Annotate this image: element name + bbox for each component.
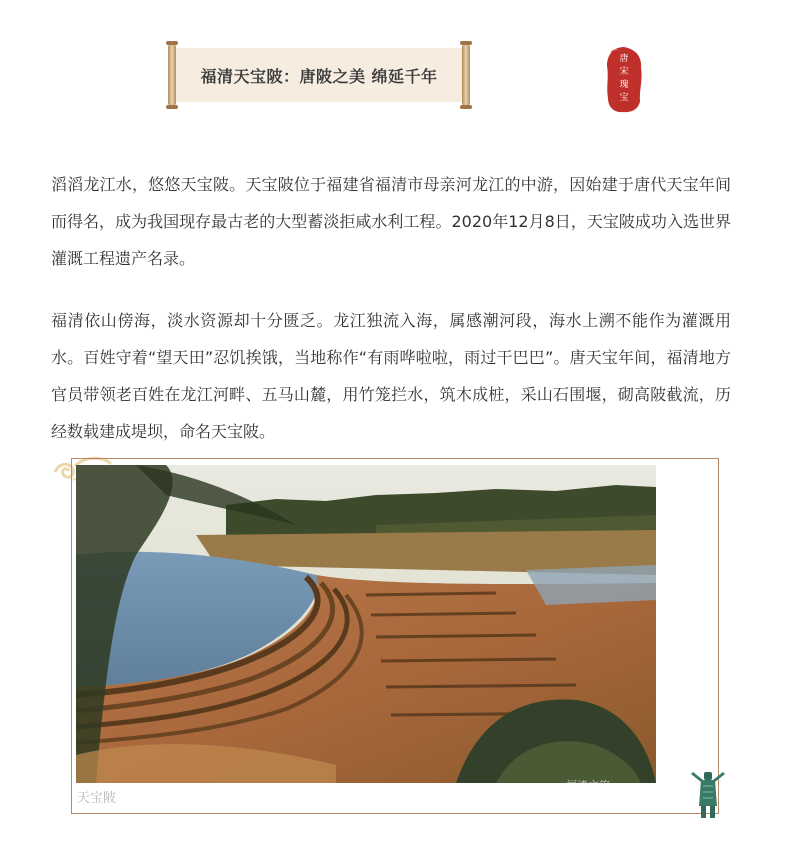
photo-frame xyxy=(71,458,719,814)
seal-char: 瑰 xyxy=(619,80,629,90)
article-paragraph-1: 滔滔龙江水，悠悠天宝陂。天宝陂位于福建省福清市母亲河龙江的中游，因始建于唐代天宝年间而得名，成为我国现存最古老的大型蓄淡拒咸水利工程。2020年12月8日，天宝陂成功入选世界灌溉工程遗产名录。 xyxy=(51,175,731,268)
seal-char: 宋 xyxy=(619,67,629,77)
page-title: 福清天宝陂：唐陂之美 绵延千年 xyxy=(200,66,438,86)
dam-photo xyxy=(76,465,656,783)
scroll-rod-right xyxy=(462,44,470,106)
red-seal-icon xyxy=(604,46,644,114)
article-paragraph-2: 福清依山傍海，淡水资源却十分匮乏。龙江独流入海，属感潮河段，海水上溯不能作为灌溉用水。百姓守着“望天田”忍饥挨饿，当地称作“有雨哗啦啦，雨过干巴巴”。唐天宝年间，福清地方官员带领老百姓在龙江河畔、五马山麓，用竹笼拦水，筑木成桩，采山石围堰，砌高陂截流，历经数载建成堤坝，命名天宝陂。 xyxy=(51,311,731,441)
seal-char: 宝 xyxy=(619,93,629,103)
seal-text xyxy=(604,53,644,105)
seal-char: 唐 xyxy=(619,54,629,64)
photo-watermark: 福清文旅 xyxy=(566,779,610,792)
article-figure xyxy=(51,450,731,830)
bronze-figure-icon xyxy=(687,766,729,820)
title-banner xyxy=(168,44,470,106)
scroll-paper xyxy=(176,48,462,102)
photo-caption: 天宝陂 xyxy=(77,791,117,806)
scroll-rod-left xyxy=(168,44,176,106)
